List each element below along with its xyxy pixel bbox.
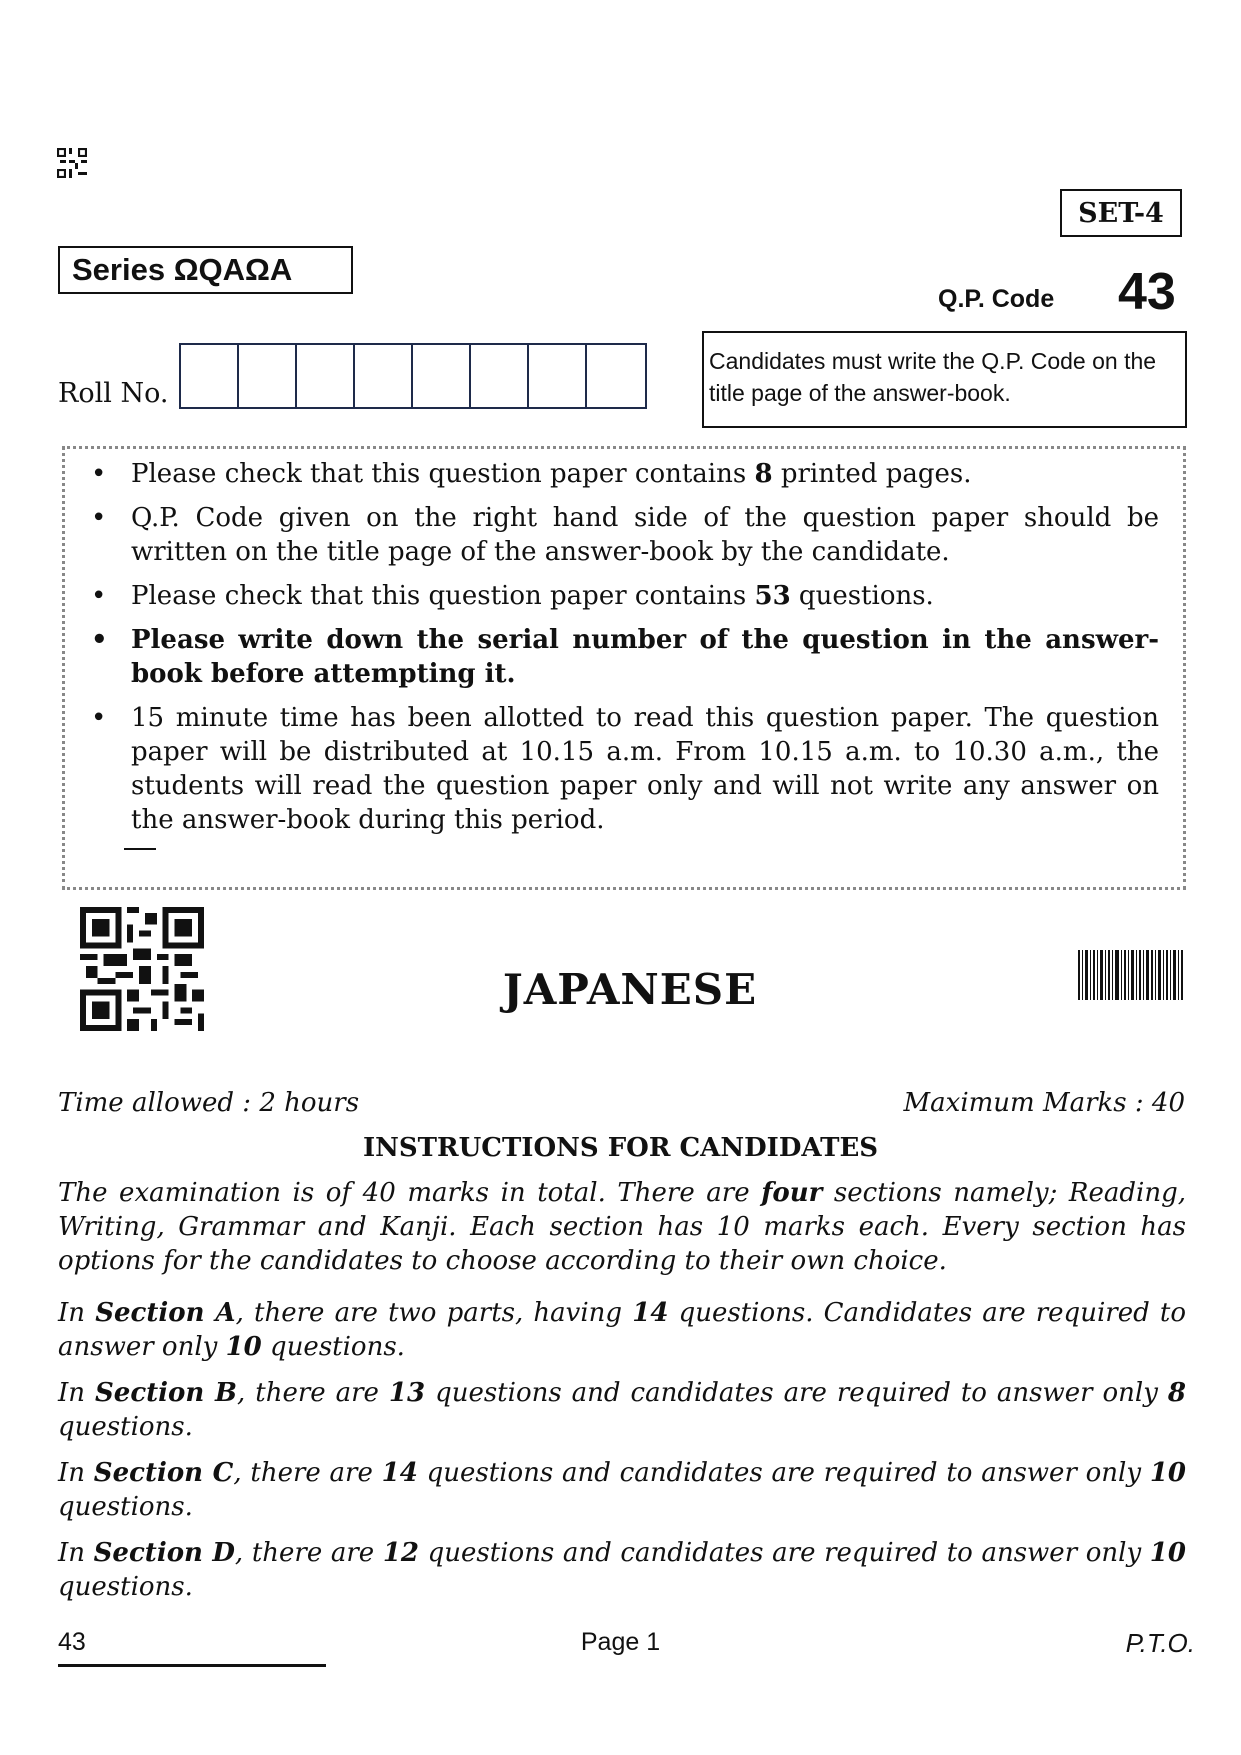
page-number: Page 1 <box>580 1628 661 1656</box>
please-turn-over: P.T.O. <box>1125 1628 1195 1658</box>
roll-number-cell[interactable] <box>413 345 471 407</box>
general-instructions-box <box>62 446 1186 890</box>
maximum-marks: Maximum Marks : 40 <box>903 1088 1185 1118</box>
section-d-paragraph: In Section D, there are 12 questions and candidates are required to answer only 10 questions. <box>58 1538 1186 1602</box>
qp-code-label: Q.P. Code <box>938 285 1055 313</box>
instruction-item: • Q.P. Code given on the right hand side of the question paper should be written on the title page of the answer-book by the candidate. <box>91 503 1159 567</box>
subject-title: JAPANESE <box>502 965 758 1014</box>
bullet-icon: • <box>91 625 108 655</box>
bullet-icon: • <box>91 581 107 611</box>
end-dash <box>124 848 156 850</box>
barcode <box>1078 950 1183 1000</box>
section-c-paragraph: In Section C, there are 14 questions and candidates are required to answer only 10 questions. <box>58 1458 1187 1522</box>
roll-number-cell[interactable] <box>471 345 529 407</box>
instruction-item: • Please write down the serial number of the question in the answer-book before attempting it. <box>91 625 1159 689</box>
series-box: Series ΩQAΩA <box>58 246 353 294</box>
set-number-box: SET-4 <box>1060 189 1182 237</box>
qp-code-value: 43 <box>1118 263 1176 321</box>
roll-number-cell[interactable] <box>529 345 587 407</box>
bullet-icon: • <box>91 703 107 733</box>
small-qr-code <box>57 148 87 178</box>
instruction-item: • Please check that this question paper contains 8 printed pages. <box>91 459 972 489</box>
section-b-paragraph: In Section B, there are 13 questions and candidates are required to answer only 8 questions. <box>58 1378 1186 1442</box>
section-a-paragraph: In Section A, there are two parts, having 14 questions. Candidates are required to answer only 10 questions. <box>58 1298 1186 1362</box>
roll-number-cell[interactable] <box>239 345 297 407</box>
footer-underline <box>58 1664 326 1667</box>
roll-number-cell[interactable] <box>587 345 645 407</box>
roll-number-cell[interactable] <box>297 345 355 407</box>
time-allowed: Time allowed : 2 hours <box>58 1088 360 1118</box>
qp-code-note: Candidates must write the Q.P. Code on the title page of the answer-book. <box>702 331 1187 428</box>
instructions-heading: INSTRUCTIONS FOR CANDIDATES <box>362 1133 879 1163</box>
footer-qp-code: 43 <box>58 1628 86 1656</box>
instruction-item: • Please check that this question paper contains 53 questions. <box>91 581 934 611</box>
roll-number-cell[interactable] <box>181 345 239 407</box>
exam-intro-paragraph: The examination is of 40 marks in total. There are four sections namely; Reading, Writing, Grammar and Kanji. Each section has 10 marks each. Every section has options for the candidates to choose according to their own choice. <box>58 1178 1187 1276</box>
instruction-item: • 15 minute time has been allotted to read this question paper. The question paper will be distributed at 10.15 a.m. From 10.15 a.m. to 10.30 a.m., the students will read the question paper only and will not write any answer on the answer-book during this period. <box>91 703 1159 835</box>
roll-number-label: Roll No. <box>58 378 169 409</box>
qr-code <box>80 907 204 1031</box>
bullet-icon: • <box>91 503 107 533</box>
roll-number-cell[interactable] <box>355 345 413 407</box>
bullet-icon: • <box>91 459 107 489</box>
roll-number-boxes[interactable] <box>179 343 647 409</box>
